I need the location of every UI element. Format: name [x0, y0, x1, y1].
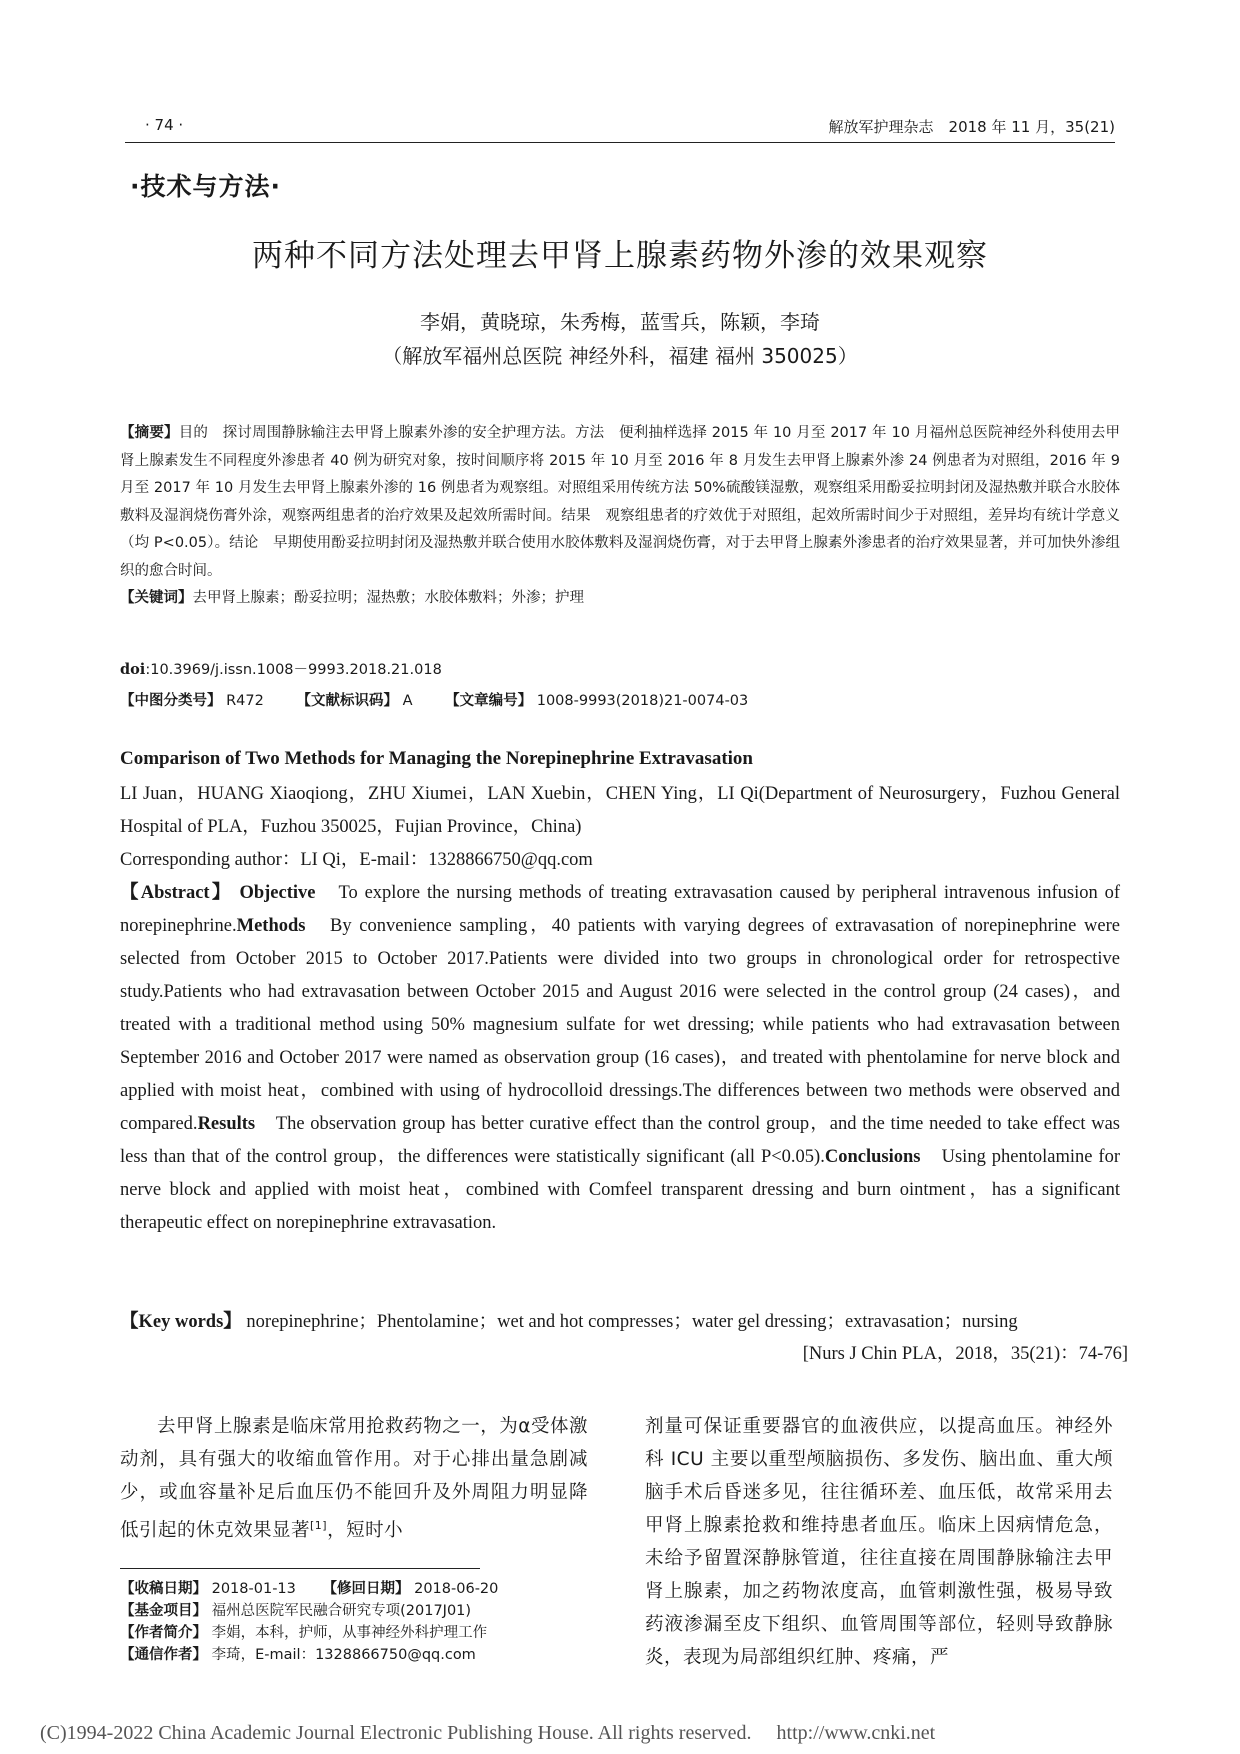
- page-header: [125, 116, 1115, 140]
- classification-line: [120, 689, 1120, 710]
- english-keywords: [120, 1306, 1120, 1339]
- fund-label: 【基金项目】: [120, 1603, 207, 1619]
- body-left-text: 去甲肾上腺素是临床常用抢救药物之一，为α受体激动剂，具有强大的收缩血管作用。对于心排出量急剧减少，或血容量补足后血压仍不能回升及外周阻力明显降低引起的休克效果显著: [120, 1416, 588, 1542]
- citation: [Nurs J Chin PLA，2018，35(21)：74-76]: [802, 1344, 1128, 1364]
- clc-label: 【中图分类号】: [120, 693, 222, 709]
- english-corresponding-author: Corresponding author：LI Qi，E-mail：1328866750@qq.com: [120, 850, 593, 870]
- author-bio-label: 【作者简介】: [120, 1625, 207, 1641]
- fund-text: 福州总医院军民融合研究专项(2017J01): [211, 1603, 472, 1619]
- en-keywords-label: 【Key words】: [120, 1312, 242, 1332]
- received-label: 【收稿日期】: [120, 1581, 207, 1597]
- received-date: 2018-01-13: [211, 1581, 296, 1597]
- keywords-label: 【关键词】: [120, 590, 193, 606]
- page-number: · 74 ·: [145, 116, 184, 134]
- footnote-corresponding: [120, 1644, 620, 1666]
- body-left-tail: ，短时小: [327, 1520, 404, 1542]
- footnote-author: [120, 1622, 620, 1644]
- conclusions-label: Conclusions: [824, 1147, 921, 1167]
- conclusions-text: Using phentolamine for nerve block and applied with moist heat，combined with Comfeel transparent dressing and burn ointment，has a significant therapeutic effect on norepinephrine extravasation.: [120, 1147, 1120, 1233]
- doi-value[interactable]: :10.3969/j.issn.1008－9993.2018.21.018: [145, 662, 442, 678]
- abstract-text: 目的 探讨周围静脉输注去甲肾上腺素外渗的安全护理方法。方法 便利抽样选择 2015 年 10 月至 2017 年 10 月福州总医院神经外科使用去甲肾上腺素发生不同程度外渗患者 40 例为研究对象，按时间顺序将 2015 年 10 月至 2016 年 8 月发生去甲肾上腺素外渗 24 例患者为对照组，2016 年 9 月至 2017 年 10 月发生去甲肾上腺素外渗的 16 例患者为观察组。对照组采用传统方法 50%硫酸镁湿敷，观察组采用酚妥拉明封闭及湿热敷并联合水胶体敷料及湿润烧伤膏外涂，观察两组患者的治疗效果及起效所需时间。结果 观察组患者的疗效优于对照组，起效所需时间少于对照组，差异均有统计学意义（均 P<0.05）。结论 早期使用酚妥拉明封闭及湿热敷并联合使用水胶体敷料及湿润烧伤膏，对于去甲肾上腺素外渗患者的治疗效果显著，并可加快外渗组织的愈合时间。: [120, 425, 1120, 579]
- footnote-fund: [120, 1600, 620, 1622]
- footnote-rule: [120, 1568, 480, 1569]
- methods-label: Methods: [236, 916, 306, 936]
- clc-value: R472: [226, 693, 264, 709]
- code-label: 【文献标识码】: [296, 693, 398, 709]
- footnotes: [120, 1578, 620, 1666]
- journal-info: 解放军护理杂志 2018 年 11 月，35(21): [828, 118, 1115, 136]
- section-heading: ·技术与方法·: [130, 172, 281, 201]
- english-title: Comparison of Two Methods for Managing the Norepinephrine Extravasation: [120, 748, 754, 769]
- reference-marker[interactable]: [1]: [310, 1519, 328, 1532]
- affiliation: （解放军福州总医院 神经外科，福建 福州 350025）: [382, 344, 858, 368]
- doi-line: [120, 658, 1120, 679]
- en-keywords-text: norepinephrine；Phentolamine；wet and hot compresses；water gel dressing；extravasation；nursing: [241, 1312, 1018, 1332]
- corr-label: 【通信作者】: [120, 1647, 207, 1663]
- author-bio-text: 李娟，本科，护师，从事神经外科护理工作: [211, 1625, 488, 1641]
- corr-text: 李琦，E-mail：1328866750@qq.com: [211, 1647, 476, 1663]
- revised-label: 【修回日期】: [322, 1581, 410, 1597]
- article-title: 两种不同方法处理去甲肾上腺素药物外渗的效果观察: [252, 238, 988, 274]
- objective-text: To explore the nursing methods of treating extravasation caused by peripheral intravenous infusion of norepinephrine.: [120, 883, 1121, 936]
- revised-date: 2018-06-20: [414, 1581, 499, 1597]
- results-text: The observation group has better curative effect than the control group，and the time needed to take effect was less than that of the control group，the differences were statistically significant (all P<0.05).: [120, 1114, 1120, 1167]
- abstract-label: 【摘要】: [120, 425, 179, 441]
- body-column-left: [120, 1410, 588, 1547]
- copyright-footer: (C)1994-2022 China Academic Journal Electronic Publishing House. All rights reserved. http://www.cnki.net: [40, 1722, 936, 1744]
- doi-label: doi: [120, 661, 146, 678]
- objective-label: Objective: [239, 883, 316, 903]
- article-number-value: 1008-9993(2018)21-0074-03: [536, 693, 749, 709]
- chinese-abstract: [120, 420, 1120, 613]
- english-authors: LI Juan，HUANG Xiaoqiong，ZHU Xiumei，LAN Xuebin，CHEN Ying，LI Qi(Department of Neurosurgery，Fuzhou General Hospital of PLA，Fuzhou 350025，Fujian Province，China): [120, 784, 1120, 837]
- code-value: A: [402, 693, 413, 709]
- body-column-right: 剂量可保证重要器官的血液供应，以提高血压。神经外科 ICU 主要以重型颅脑损伤、多发伤、脑出血、重大颅脑手术后昏迷多见，往往循环差、血压低，故常采用去甲肾上腺素抢救和维持患者血压。临床上因病情危急，未给予留置深静脉管道，往往直接在周围静脉输注去甲肾上腺素，加之药物浓度高，血管刺激性强，极易导致药液渗漏至皮下组织、血管周围等部位，轻则导致静脉炎，表现为局部组织红肿、疼痛，严: [645, 1416, 1113, 1668]
- keywords-text: 去甲肾上腺素；酚妥拉明；湿热敷；水胶体敷料；外渗；护理: [192, 590, 584, 606]
- en-abstract-label: 【Abstract】: [120, 883, 233, 903]
- header-rule: [125, 142, 1115, 143]
- english-abstract: [120, 877, 1120, 1240]
- article-number-label: 【文章编号】: [445, 693, 533, 709]
- results-label: Results: [197, 1114, 256, 1134]
- footnote-dates: [120, 1578, 620, 1600]
- author-list: 李娟，黄晓琼，朱秀梅，蓝雪兵，陈颖，李琦: [420, 310, 820, 334]
- methods-text: By convenience sampling，40 patients with varying degrees of extravasation of norepinephrine were selected from October 2015 to October 2017.Patients were divided into two groups in chronological order for retrospective study.Patients who had extravasation between October 2015 and August 2016 were selected in the control group (24 cases)，and treated with a traditional method using 50% magnesium sulfate for wet dressing; while patients who had extravasation between September 2016 and October 2017 were named as observation group (16 cases)，and treated with phentolamine for nerve block and applied with moist heat，combined with using of hydrocolloid dressings.The differences between two methods were observed and compared.: [120, 916, 1120, 1134]
